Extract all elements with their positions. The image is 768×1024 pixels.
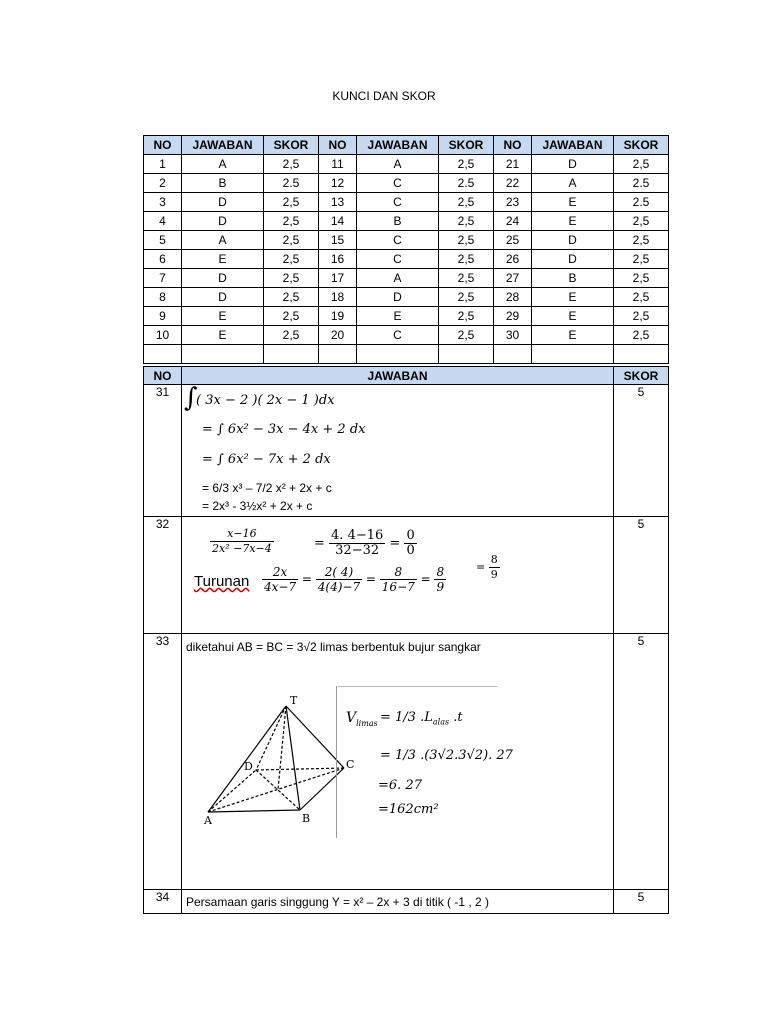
cell-skor: 2,5	[439, 269, 494, 288]
cell-no: 9	[144, 307, 182, 326]
cell-jawaban: C	[357, 250, 439, 269]
integral-expression: ( 3x − 2 )( 2x − 1 )dx	[196, 393, 335, 408]
cell-jawaban: C	[357, 174, 439, 193]
vertex-c-label: C	[346, 758, 354, 771]
cell-jawaban: E	[532, 326, 614, 345]
cell-skor: 2,5	[264, 288, 319, 307]
cell-no: 28	[494, 288, 532, 307]
cell-no: 11	[319, 155, 357, 174]
answer-key-body	[144, 155, 669, 364]
empty-row	[144, 345, 669, 364]
header-no: NO	[319, 136, 357, 155]
cell-skor: 2,5	[264, 250, 319, 269]
cell-skor: 2,5	[614, 307, 669, 326]
table-row	[144, 517, 669, 634]
question-score: 5	[614, 890, 669, 914]
vertex-a-label: A	[204, 814, 212, 826]
cell-jawaban: A	[182, 231, 264, 250]
empty-cell	[264, 345, 319, 364]
empty-cell	[439, 345, 494, 364]
table-row	[144, 250, 669, 269]
image-border	[336, 686, 337, 838]
cell-jawaban: B	[532, 269, 614, 288]
cell-skor: 2,5	[439, 326, 494, 345]
cell-no: 12	[319, 174, 357, 193]
cell-skor: 2,5	[264, 155, 319, 174]
step-line: = ∫ 6x² − 7x + 2 dx	[202, 452, 331, 467]
cell-no: 24	[494, 212, 532, 231]
question-number: 32	[144, 517, 182, 634]
empty-cell	[614, 345, 669, 364]
vertex-b-label: B	[302, 812, 311, 825]
vertex-d-label: D	[244, 760, 253, 773]
cell-jawaban: D	[357, 288, 439, 307]
cell-no: 7	[144, 269, 182, 288]
table-header-row	[144, 136, 669, 155]
table-row	[144, 326, 669, 345]
cell-jawaban: E	[532, 212, 614, 231]
volume-result: =162cm²	[378, 802, 439, 817]
cell-jawaban: D	[182, 212, 264, 231]
cell-no: 5	[144, 231, 182, 250]
fraction: $\frac{x-16}{\text{2x² −7x−4}}$	[212, 527, 272, 555]
cell-no: 27	[494, 269, 532, 288]
given-text: diketahui AB = BC = 3√2 limas berbentuk bujur sangkar	[186, 640, 481, 654]
cell-skor: 2,5	[614, 212, 669, 231]
cell-no: 17	[319, 269, 357, 288]
cell-skor: 2,5	[614, 231, 669, 250]
empty-cell	[532, 345, 614, 364]
cell-jawaban: D	[182, 288, 264, 307]
cell-skor: 2,5	[614, 155, 669, 174]
header-jawaban: JAWABAN	[182, 367, 614, 385]
cell-no: 19	[319, 307, 357, 326]
cell-no: 26	[494, 250, 532, 269]
header-jawaban: JAWABAN	[182, 136, 264, 155]
cell-jawaban: E	[182, 326, 264, 345]
empty-cell	[494, 345, 532, 364]
table-row	[144, 890, 669, 914]
step-line: = 6/3 x³ – 7/2 x² + 2x + c	[202, 481, 332, 495]
cell-no: 4	[144, 212, 182, 231]
volume-line: =6. 27	[378, 778, 422, 793]
cell-skor: 2,5	[264, 212, 319, 231]
volume-line: = 1/3 .(3√2.3√2). 27	[380, 748, 513, 763]
header-no: NO	[144, 367, 182, 385]
cell-no: 1	[144, 155, 182, 174]
cell-jawaban: E	[182, 307, 264, 326]
header-skor: SKOR	[614, 136, 669, 155]
cell-skor: 2,5	[439, 212, 494, 231]
cell-skor: 2.5	[264, 174, 319, 193]
table-row	[144, 634, 669, 890]
header-skor: SKOR	[264, 136, 319, 155]
cell-jawaban: B	[182, 174, 264, 193]
cell-jawaban: A	[532, 174, 614, 193]
cell-skor: 2,5	[614, 269, 669, 288]
table-header-row	[144, 367, 669, 385]
cell-skor: 2,5	[439, 250, 494, 269]
answer-cell	[182, 890, 614, 914]
question-score: 5	[614, 517, 669, 634]
step-line: = ∫ 6x² − 3x − 4x + 2 dx	[202, 422, 366, 437]
answer-cell	[182, 385, 614, 517]
answer-cell	[182, 517, 614, 634]
question-number: 33	[144, 634, 182, 890]
cell-jawaban: A	[357, 269, 439, 288]
table-row	[144, 288, 669, 307]
cell-jawaban: D	[532, 250, 614, 269]
turunan-label: Turunan	[194, 573, 250, 590]
fraction: = $\frac{4. 4-16}{32-32}$ = $\frac{0}{0}$	[314, 528, 415, 558]
answer-key-table	[143, 135, 669, 364]
header-jawaban: JAWABAN	[532, 136, 614, 155]
cell-jawaban: E	[182, 250, 264, 269]
cell-skor: 2,5	[439, 155, 494, 174]
cell-skor: 2,5	[264, 269, 319, 288]
vertex-t-label: T	[290, 694, 298, 707]
table-row	[144, 307, 669, 326]
page-title: KUNCI DAN SKOR	[332, 89, 436, 103]
volume-label: $V_{limas}$	[346, 710, 378, 728]
empty-cell	[144, 345, 182, 364]
header-no: NO	[494, 136, 532, 155]
cell-jawaban: C	[357, 326, 439, 345]
table-row	[144, 231, 669, 250]
image-border	[338, 686, 498, 687]
question-text: Persamaan garis singgung Y = x² – 2x + 3 di titik ( -1 , 2 )	[186, 895, 490, 909]
cell-jawaban: E	[357, 307, 439, 326]
cell-no: 15	[319, 231, 357, 250]
header-skor: SKOR	[614, 367, 669, 385]
question-score: 5	[614, 634, 669, 890]
cell-no: 20	[319, 326, 357, 345]
cell-no: 3	[144, 193, 182, 212]
question-score: 5	[614, 385, 669, 517]
cell-jawaban: C	[357, 231, 439, 250]
cell-jawaban: A	[357, 155, 439, 174]
cell-skor: 2,5	[264, 231, 319, 250]
cell-jawaban: D	[182, 193, 264, 212]
cell-jawaban: D	[532, 155, 614, 174]
cell-jawaban: E	[532, 193, 614, 212]
table-row	[144, 174, 669, 193]
cell-skor: 2,5	[614, 250, 669, 269]
table-row	[144, 212, 669, 231]
essay-key-table	[143, 366, 669, 914]
answer-cell	[182, 634, 614, 890]
cell-no: 13	[319, 193, 357, 212]
cell-skor: 2,5	[439, 307, 494, 326]
cell-skor: 2,5	[439, 231, 494, 250]
step-line: = 2x³ - 3½x² + 2x + c	[202, 499, 313, 513]
cell-skor: 2,5	[439, 193, 494, 212]
cell-no: 2	[144, 174, 182, 193]
cell-no: 29	[494, 307, 532, 326]
volume-line: = 1/3 $.L_{alas}$ .t	[380, 710, 463, 727]
cell-skor: 2.5	[614, 193, 669, 212]
fraction: $\frac{2x}{4x-7}$ = $\frac{2( 4)}{4(4)-7}$ = $\frac{8}{16-7}$ = $\frac{8}{9}$	[264, 565, 445, 594]
cell-no: 8	[144, 288, 182, 307]
cell-no: 6	[144, 250, 182, 269]
cell-no: 23	[494, 193, 532, 212]
cell-skor: 2,5	[614, 288, 669, 307]
cell-jawaban: D	[182, 269, 264, 288]
cell-jawaban: B	[357, 212, 439, 231]
cell-jawaban: E	[532, 307, 614, 326]
empty-cell	[319, 345, 357, 364]
header-skor: SKOR	[439, 136, 494, 155]
cell-jawaban: C	[357, 193, 439, 212]
cell-skor: 2,5	[439, 288, 494, 307]
cell-skor: 2.5	[614, 174, 669, 193]
empty-cell	[182, 345, 264, 364]
table-row	[144, 385, 669, 517]
cell-no: 14	[319, 212, 357, 231]
cell-skor: 2,5	[264, 326, 319, 345]
header-jawaban: JAWABAN	[357, 136, 439, 155]
table-row	[144, 193, 669, 212]
cell-skor: 2,5	[614, 326, 669, 345]
table-row	[144, 155, 669, 174]
cell-no: 16	[319, 250, 357, 269]
cell-no: 10	[144, 326, 182, 345]
cell-no: 30	[494, 326, 532, 345]
pyramid-diagram	[204, 694, 354, 826]
cell-skor: 2,5	[264, 307, 319, 326]
cell-no: 25	[494, 231, 532, 250]
table-row	[144, 269, 669, 288]
integral-sign: ∫	[184, 383, 198, 413]
empty-cell	[357, 345, 439, 364]
cell-jawaban: A	[182, 155, 264, 174]
cell-no: 21	[494, 155, 532, 174]
cell-jawaban: D	[532, 231, 614, 250]
question-number: 31	[144, 385, 182, 517]
cell-no: 22	[494, 174, 532, 193]
cell-skor: 2.5	[439, 174, 494, 193]
cell-jawaban: E	[532, 288, 614, 307]
result-fraction: = $\frac{8}{9}$	[476, 553, 498, 581]
question-number: 34	[144, 890, 182, 914]
header-no: NO	[144, 136, 182, 155]
cell-no: 18	[319, 288, 357, 307]
cell-skor: 2,5	[264, 193, 319, 212]
